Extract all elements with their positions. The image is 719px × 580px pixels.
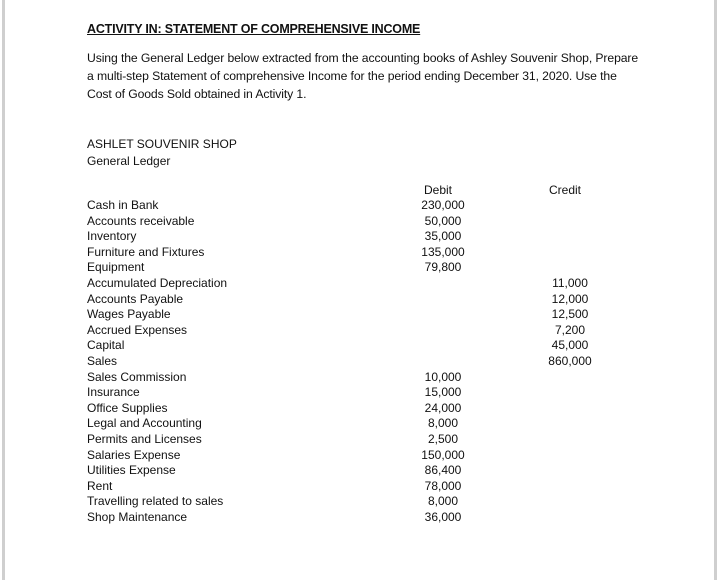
ledger-row bbox=[87, 401, 627, 417]
credit-amount: 860,000 bbox=[548, 353, 592, 368]
debit-amount: 150,000 bbox=[421, 447, 465, 462]
debit-column-header: Debit bbox=[424, 183, 453, 197]
ledger-row bbox=[87, 432, 627, 448]
account-name: Inventory bbox=[87, 229, 137, 244]
account-name: Accounts receivable bbox=[87, 213, 195, 228]
ledger-row bbox=[87, 338, 627, 354]
debit-amount: 2,500 bbox=[427, 431, 459, 446]
ledger-row bbox=[87, 510, 627, 526]
account-name: Furniture and Fixtures bbox=[87, 244, 205, 259]
debit-amount: 8,000 bbox=[427, 416, 459, 431]
ledger-row bbox=[87, 463, 627, 479]
credit-amount: 12,500 bbox=[551, 307, 589, 322]
debit-amount: 36,000 bbox=[424, 509, 462, 524]
instructions-paragraph bbox=[87, 49, 687, 103]
account-name: Rent bbox=[87, 478, 113, 493]
debit-amount: 10,000 bbox=[424, 369, 462, 384]
general-ledger-table bbox=[87, 198, 627, 525]
debit-amount: 15,000 bbox=[424, 385, 462, 400]
account-name: Capital bbox=[87, 338, 125, 353]
page-edge-left bbox=[2, 0, 5, 580]
debit-amount: 8,000 bbox=[427, 494, 459, 509]
account-name: Wages Payable bbox=[87, 307, 171, 322]
instructions-line: Cost of Goods Sold obtained in Activity 1. bbox=[87, 87, 307, 101]
account-name: Insurance bbox=[87, 385, 140, 400]
ledger-row bbox=[87, 307, 627, 323]
account-name: Permits and Licenses bbox=[87, 431, 202, 446]
debit-amount: 78,000 bbox=[424, 478, 462, 493]
account-name: Travelling related to sales bbox=[87, 494, 224, 509]
ledger-row bbox=[87, 214, 627, 230]
account-name: Office Supplies bbox=[87, 400, 168, 415]
ledger-row bbox=[87, 416, 627, 432]
credit-amount: 7,200 bbox=[554, 322, 586, 337]
ledger-row bbox=[87, 245, 627, 261]
ledger-row bbox=[87, 448, 627, 464]
account-name: Cash in Bank bbox=[87, 198, 159, 212]
account-name: Salaries Expense bbox=[87, 447, 181, 462]
instructions-line: a multi-step Statement of comprehensive Income for the period ending December 31, 2020. Use the bbox=[87, 69, 617, 83]
ledger-row bbox=[87, 494, 627, 510]
debit-amount: 79,800 bbox=[424, 260, 462, 275]
debit-amount: 230,000 bbox=[421, 198, 465, 212]
account-name: Legal and Accounting bbox=[87, 416, 202, 431]
ledger-row bbox=[87, 354, 627, 370]
account-name: Sales Commission bbox=[87, 369, 187, 384]
account-name: Shop Maintenance bbox=[87, 509, 188, 524]
debit-amount: 35,000 bbox=[424, 229, 462, 244]
ledger-heading bbox=[87, 136, 237, 170]
ledger-row bbox=[87, 292, 627, 308]
account-name: Sales bbox=[87, 353, 118, 368]
credit-amount: 45,000 bbox=[551, 338, 589, 353]
ledger-row bbox=[87, 260, 627, 276]
account-name: Equipment bbox=[87, 260, 145, 275]
debit-amount: 86,400 bbox=[424, 463, 462, 478]
debit-amount: 24,000 bbox=[424, 400, 462, 415]
ledger-row bbox=[87, 276, 627, 292]
debit-amount: 50,000 bbox=[424, 213, 462, 228]
ledger-row bbox=[87, 198, 627, 214]
ledger-row bbox=[87, 370, 627, 386]
account-name: Utilities Expense bbox=[87, 463, 176, 478]
ledger-row bbox=[87, 229, 627, 245]
ledger-row bbox=[87, 479, 627, 495]
page-edge-right bbox=[714, 0, 717, 580]
company-name: ASHLET SOUVENIR SHOP bbox=[87, 137, 237, 151]
ledger-row bbox=[87, 385, 627, 401]
instructions-line: Using the General Ledger below extracted from the accounting books of Ashley Souvenir Shop, Prepare bbox=[87, 51, 639, 65]
ledger-title: General Ledger bbox=[87, 154, 171, 168]
credit-column-header: Credit bbox=[549, 183, 582, 197]
account-name: Accrued Expenses bbox=[87, 322, 188, 337]
credit-amount: 12,000 bbox=[551, 291, 589, 306]
credit-amount: 11,000 bbox=[552, 275, 588, 290]
ledger-row bbox=[87, 323, 627, 339]
account-name: Accumulated Depreciation bbox=[87, 275, 228, 290]
account-name: Accounts Payable bbox=[87, 291, 184, 306]
activity-title: ACTIVITY IN: STATEMENT OF COMPREHENSIVE INCOME bbox=[87, 22, 421, 36]
debit-amount: 135,000 bbox=[421, 244, 465, 259]
